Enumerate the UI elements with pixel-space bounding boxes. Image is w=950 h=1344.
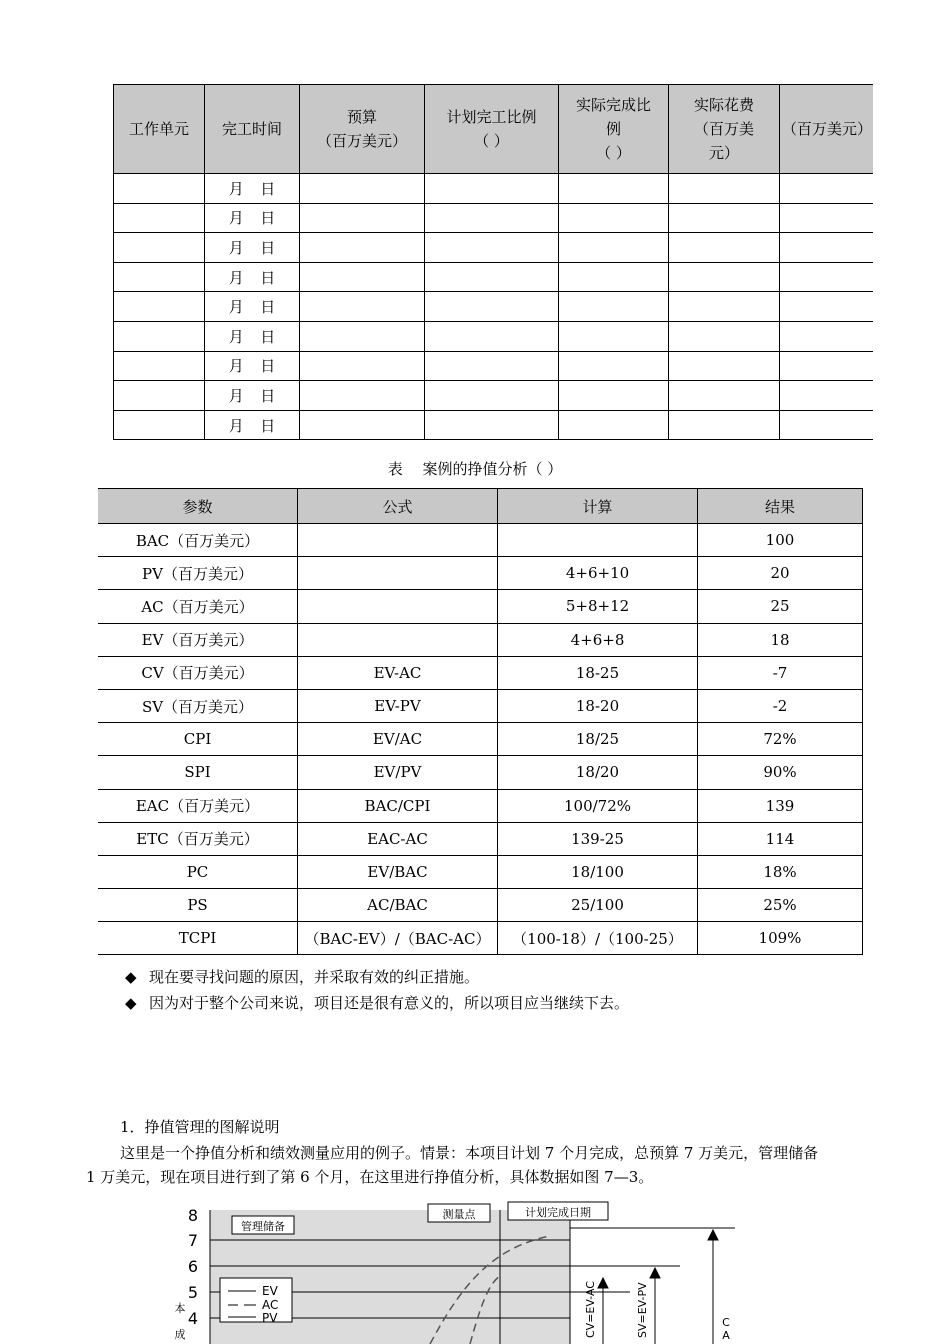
param-cell: CPI (98, 723, 298, 756)
table-row (98, 822, 863, 855)
table-cell (425, 292, 559, 322)
param-cell: PV（百万美元） (98, 557, 298, 590)
header-budget: 预算 （百万美元） (300, 85, 425, 174)
table-cell (300, 203, 425, 233)
table-cell (559, 233, 669, 263)
table-cell (114, 410, 205, 440)
header-formula: 公式 (298, 489, 498, 524)
reserve-label: 管理储备 (241, 1220, 285, 1233)
result-cell: 20 (698, 557, 863, 590)
table-cell (669, 351, 780, 381)
param-cell: SPI (98, 756, 298, 789)
table-cell (780, 321, 874, 351)
result-cell: 109% (698, 922, 863, 955)
earned-value-figure (170, 1198, 750, 1344)
header-result: 结果 (698, 489, 863, 524)
param-cell: EAC（百万美元） (98, 789, 298, 822)
table-cell (425, 203, 559, 233)
formula-cell: EV/BAC (298, 855, 498, 888)
legend-ac: AC (262, 1298, 279, 1312)
work-unit-row (114, 351, 874, 381)
header-calculation: 计算 (498, 489, 698, 524)
y-tick-label: 7 (187, 1231, 198, 1250)
sv-arrow-icon (650, 1268, 660, 1278)
formula-cell (298, 557, 498, 590)
table-cell (300, 351, 425, 381)
table-row (98, 524, 863, 557)
table-cell (669, 410, 780, 440)
table-cell (780, 203, 874, 233)
finish-date-cell: 月 日 (205, 262, 300, 292)
table-row (98, 922, 863, 955)
table-cell (780, 262, 874, 292)
bullet-item: ◆ 现在要寻找问题的原因，并采取有效的纠正措施。 (125, 968, 480, 986)
table-cell (780, 351, 874, 381)
formula-cell: AC/BAC (298, 889, 498, 922)
table-cell (300, 262, 425, 292)
calculation-cell: 4+6+10 (498, 557, 698, 590)
table-cell (559, 321, 669, 351)
table-row (98, 689, 863, 722)
paragraph-line: 这里是一个挣值分析和绩效测量应用的例子。情景：本项目计划 7 个月完成，总预算 7 万美元，管理储备 (120, 1144, 819, 1162)
table-cell (114, 174, 205, 204)
measure-label: 测量点 (442, 1208, 476, 1221)
param-cell: AC（百万美元） (98, 590, 298, 623)
table-cell (300, 321, 425, 351)
table-cell (114, 203, 205, 233)
table-cell (559, 262, 669, 292)
table-cell (669, 174, 780, 204)
cv-arrow-icon (598, 1278, 608, 1288)
table-cell (114, 233, 205, 263)
table-cell (425, 233, 559, 263)
planned-finish-label: 计划完成日期 (525, 1206, 591, 1219)
table-cell (559, 292, 669, 322)
calculation-cell: 25/100 (498, 889, 698, 922)
result-cell: 72% (698, 723, 863, 756)
table-cell (559, 410, 669, 440)
table-cell (114, 321, 205, 351)
table-cell (425, 351, 559, 381)
table-cell (780, 174, 874, 204)
cv-formula-label: CV=EV-AC (584, 1281, 597, 1338)
table-cell (425, 410, 559, 440)
table-row (98, 557, 863, 590)
table-cell (559, 381, 669, 411)
finish-date-cell: 月 日 (205, 203, 300, 233)
param-cell: ETC（百万美元） (98, 822, 298, 855)
table-cell (669, 262, 780, 292)
table-cell (425, 381, 559, 411)
y-tick-label: 6 (187, 1257, 198, 1276)
formula-cell: EV/AC (298, 723, 498, 756)
calculation-cell (498, 524, 698, 557)
work-unit-table-header (114, 85, 874, 174)
calculation-cell: 4+6+8 (498, 623, 698, 656)
table-cell (780, 292, 874, 322)
table-cell (559, 174, 669, 204)
table-cell (300, 381, 425, 411)
table-row (98, 656, 863, 689)
calculation-cell: 18-25 (498, 656, 698, 689)
section-heading: 1．挣值管理的图解说明 (120, 1118, 280, 1136)
result-cell: -2 (698, 689, 863, 722)
y-tick-label: 8 (187, 1206, 198, 1225)
param-cell: TCPI (98, 922, 298, 955)
finish-date-cell: 月 日 (205, 410, 300, 440)
earned-value-table (98, 488, 863, 955)
y-axis-label: 成 (174, 1328, 186, 1341)
table-cell (669, 233, 780, 263)
table-row (98, 756, 863, 789)
result-cell: 90% (698, 756, 863, 789)
work-unit-row (114, 381, 874, 411)
table-cell (114, 381, 205, 411)
calculation-cell: 100/72% (498, 789, 698, 822)
formula-cell: （BAC-EV）/（BAC-AC） (298, 922, 498, 955)
table-cell (300, 292, 425, 322)
header-actual-cost: 实际花费 （百万美 元） (669, 85, 780, 174)
table-row (98, 723, 863, 756)
calculation-cell: 18/25 (498, 723, 698, 756)
finish-date-cell: 月 日 (205, 381, 300, 411)
calculation-cell: 18-20 (498, 689, 698, 722)
table-row (98, 789, 863, 822)
header-finish-time: 完工时间 (205, 85, 300, 174)
y-tick-label: 4 (187, 1309, 198, 1328)
table-cell (780, 233, 874, 263)
work-unit-row (114, 410, 874, 440)
table-cell (669, 203, 780, 233)
finish-date-cell: 月 日 (205, 321, 300, 351)
work-unit-row (114, 262, 874, 292)
param-cell: CV（百万美元） (98, 656, 298, 689)
paragraph-line: 1 万美元，现在项目进行到了第 6 个月，在这里进行挣值分析，具体数据如图 7—3。 (86, 1168, 654, 1186)
table-cell (114, 262, 205, 292)
legend-pv: PV (262, 1311, 278, 1325)
y-axis-label: 本 (174, 1302, 186, 1315)
work-unit-row (114, 321, 874, 351)
work-unit-row (114, 233, 874, 263)
calculation-cell: 18/20 (498, 756, 698, 789)
finish-date-cell: 月 日 (205, 233, 300, 263)
bullet-item: ◆ 因为对于整个公司来说，项目还是很有意义的，所以项目应当继续下去。 (125, 994, 630, 1012)
formula-cell (298, 623, 498, 656)
earned-value-table-header (98, 489, 863, 524)
work-unit-table (113, 84, 873, 440)
table-cell (425, 174, 559, 204)
finish-date-cell: 月 日 (205, 351, 300, 381)
table-cell (669, 321, 780, 351)
table-row (98, 623, 863, 656)
param-cell: BAC（百万美元） (98, 524, 298, 557)
param-cell: PC (98, 855, 298, 888)
table-row (98, 590, 863, 623)
y-tick-label: 5 (187, 1283, 198, 1302)
result-cell: -7 (698, 656, 863, 689)
work-unit-row (114, 203, 874, 233)
result-cell: 25% (698, 889, 863, 922)
formula-cell: EV-PV (298, 689, 498, 722)
calculation-cell: 18/100 (498, 855, 698, 888)
table-cell (114, 351, 205, 381)
finish-date-cell: 月 日 (205, 292, 300, 322)
finish-date-cell: 月 日 (205, 174, 300, 204)
header-work-unit: 工作单元 (114, 85, 205, 174)
table-cell (300, 174, 425, 204)
header-planned-ratio: 计划完工比例 （ ） (425, 85, 559, 174)
diamond-bullet-icon: ◆ (125, 994, 137, 1012)
result-cell: 18 (698, 623, 863, 656)
table-cell (669, 292, 780, 322)
diamond-bullet-icon: ◆ (125, 968, 137, 986)
table-row (98, 889, 863, 922)
formula-cell: BAC/CPI (298, 789, 498, 822)
table-cell (780, 410, 874, 440)
result-cell: 100 (698, 524, 863, 557)
work-unit-row (114, 174, 874, 204)
table-cell (114, 292, 205, 322)
formula-cell (298, 590, 498, 623)
param-cell: SV（百万美元） (98, 689, 298, 722)
table-cell (425, 321, 559, 351)
formula-cell: EAC-AC (298, 822, 498, 855)
formula-cell: EV/PV (298, 756, 498, 789)
sv-formula-label: SV=EV-PV (636, 1282, 649, 1338)
calculation-cell: （100-18）/（100-25） (498, 922, 698, 955)
param-cell: PS (98, 889, 298, 922)
table-caption: 表 案例的挣值分析（ ） (387, 460, 563, 478)
cab-arrow-icon (708, 1230, 718, 1240)
calculation-cell: 139-25 (498, 822, 698, 855)
work-unit-row (114, 292, 874, 322)
formula-cell (298, 524, 498, 557)
header-million-usd: （百万美元） (780, 85, 874, 174)
calculation-cell: 5+8+12 (498, 590, 698, 623)
legend-ev: EV (262, 1284, 278, 1298)
header-parameter: 参数 (98, 489, 298, 524)
table-row (98, 855, 863, 888)
table-cell (669, 381, 780, 411)
result-cell: 114 (698, 822, 863, 855)
table-cell (300, 233, 425, 263)
result-cell: 25 (698, 590, 863, 623)
cab-label-c: C (722, 1316, 730, 1329)
table-cell (780, 381, 874, 411)
header-actual-ratio: 实际完成比 例 （ ） (559, 85, 669, 174)
formula-cell: EV-AC (298, 656, 498, 689)
chart-legend (220, 1278, 292, 1322)
result-cell: 139 (698, 789, 863, 822)
result-cell: 18% (698, 855, 863, 888)
table-cell (559, 351, 669, 381)
table-cell (425, 262, 559, 292)
table-cell (559, 203, 669, 233)
cab-label-a: A (722, 1329, 730, 1342)
table-cell (300, 410, 425, 440)
param-cell: EV（百万美元） (98, 623, 298, 656)
